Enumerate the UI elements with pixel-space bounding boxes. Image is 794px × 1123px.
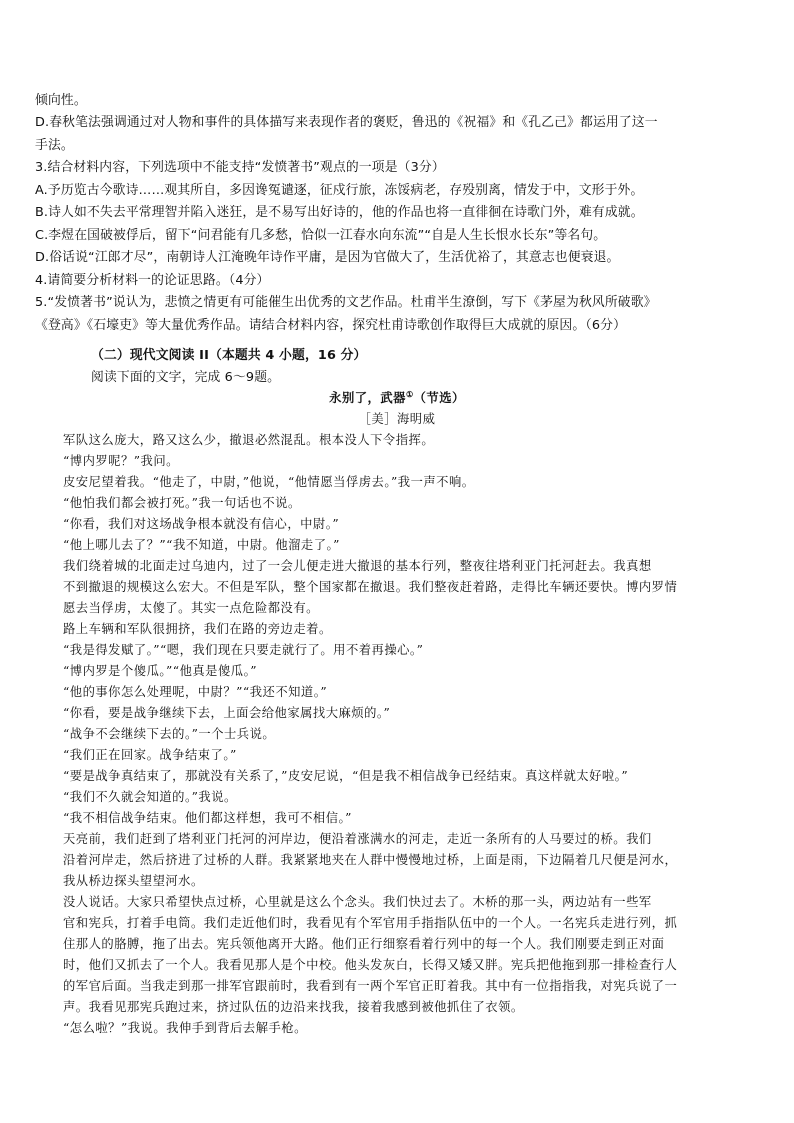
question-line: D.俗话说“江郎才尽”，南朝诗人江淹晚年诗作平庸，是因为官做大了，生活优裕了，其意志也便衰退。 [35,250,620,265]
body-line: “怎么啦？”我说。我伸手到背后去解手枪。 [63,1021,307,1035]
article-author: ［美］海明威 [358,412,436,426]
question-line: 《登高》《石壕吏》等大量优秀作品。请结合材料内容，探究杜甫诗歌创作取得巨大成就的原因。（6分） [35,318,627,333]
body-line: 军队这么庞大，路又这么少，撤退必然混乱。根本没人下令指挥。 [63,433,435,447]
question-line: C.李煜在国破被俘后，留下“问君能有几多愁，恰似一江春水向东流”“自是人生长恨水长东”等名句。 [35,228,607,243]
body-line: “你看，我们对这场战争根本就没有信心，中尉。” [63,517,340,531]
question-line: 4.请简要分析材料一的论证思路。（4分） [35,273,270,288]
body-line: 时，他们又抓去了一个人。我看见那人是个中校。他头发灰白，长得又矮又胖。宪兵把他拖到那一排检查行人 [63,958,678,972]
body-line: “战争不会继续下去的。”一个士兵说。 [63,727,276,741]
body-line: “博内罗是个傻瓜。”“他真是傻瓜。” [63,664,258,678]
question-line: A.予历览古今歌诗……观其所自，多因谗冤谴逐，征戍行旅，冻馁病老，存殁别离，情发于中，文形于外。 [35,183,644,198]
body-line: 皮安尼望着我。“他走了，中尉，”他说，“他情愿当俘虏去。”我一声不响。 [63,475,475,489]
body-line: 沿着河岸走，然后挤进了过桥的人群。我紧紧地夹在人群中慢慢地过桥，上面是雨，下边隔着几尺便是河水， [63,853,678,867]
section-instruction: 阅读下面的文字，完成 6～9题。 [91,370,281,385]
body-line: “他的事你怎么处理呢，中尉？”“我还不知道。” [63,685,328,699]
body-line: 路上车辆和军队很拥挤，我们在路的旁边走着。 [63,622,332,636]
body-line: “我是得发赋了。”“嗯，我们现在只要走就行了。用不着再操心。” [63,643,424,657]
body-line: “你看，要是战争继续下去，上面会给他家属找大麻烦的。” [63,706,391,720]
body-line: 的军官后面。当我走到那一排军官跟前时，我看到有一两个军官正盯着我。其中有一位指指我，对宪兵说了一 [63,979,678,993]
body-line: “我们不久就会知道的。”我说。 [63,790,237,804]
body-line: 天亮前，我们赶到了塔利亚门托河的河岸边，便沿着涨满水的河走，走近一条所有的人马要过的桥。我们 [63,832,652,846]
question-line: 倾向性。 [35,93,87,108]
body-line: “博内罗呢？”我问。 [63,454,179,468]
question-line: D.春秋笔法强调通过对人物和事件的具体描写来表现作者的褒贬，鲁迅的《祝福》和《孔乙己》都运用了这一 [35,115,658,130]
body-line: “我不相信战争结束。他们都这样想，我可不相信。” [63,811,352,825]
body-line: 声。我看见那宪兵跑过来，挤过队伍的边沿来找我，接着我感到被他抓住了衣领。 [63,1000,524,1014]
body-line: 我们绕着城的北面走过乌迪内，过了一会儿便走进大撤退的基本行列，整夜往塔利亚门托河赶去。我真想 [63,559,652,573]
footnote-mark: ① [405,388,414,399]
question-line: B.诗人如不失去平常理智并陷入迷狂，是不易写出好诗的，他的作品也将一直徘徊在诗歌门外，难有成就。 [35,205,644,220]
body-line: “我们正在回家。战争结束了。” [63,748,237,762]
question-line: 5.“发愤著书”说认为，悲愤之情更有可能催生出优秀的文艺作品。杜甫半生潦倒，写下《茅屋为秋风所破歌》 [35,295,657,310]
body-line: “他上哪儿去了？”“我不知道，中尉。他溜走了。” [63,538,340,552]
body-line: “他怕我们都会被打死。”我一句话也不说。 [63,496,301,510]
body-line: 住那人的胳膊，拖了出去。宪兵领他离开大路。他们正行细察看着行列中的每一个人。我们刚要走到正对面 [63,937,665,951]
section-heading: （二）现代文阅读 II（本题共 4 小题，16 分） [91,348,367,363]
body-line: “要是战争真结束了，那就没有关系了，”皮安尼说，“但是我不相信战争已经结束。真这样就太好啦。” [63,769,629,783]
body-line: 没人说话。大家只希望快点过桥，心里就是这么个念头。我们快过去了。木桥的那一头，两边站有一些军 [63,895,652,909]
body-line: 我从桥边探头望望河水。 [63,874,204,888]
question-line: 3.结合材料内容，下列选项中不能支持“发愤著书”观点的一项是（3分） [35,160,445,175]
article-title-note: （节选） [413,390,465,405]
body-line: 不到撤退的规模这么宏大。不但是军队，整个国家都在撤退。我们整夜赶着路，走得比车辆还要快。博内罗情 [63,580,678,594]
article-title [0,388,794,406]
body-line: 愿去当俘虏，太傻了。其实一点危险都没有。 [63,601,319,615]
question-line: 手法。 [35,138,74,153]
article-title-text: 永别了，武器 [329,390,406,405]
body-line: 官和宪兵，打着手电筒。我们走近他们时，我看见有个军官用手指指队伍中的一个人。一名宪兵走进行列，抓 [63,916,678,930]
